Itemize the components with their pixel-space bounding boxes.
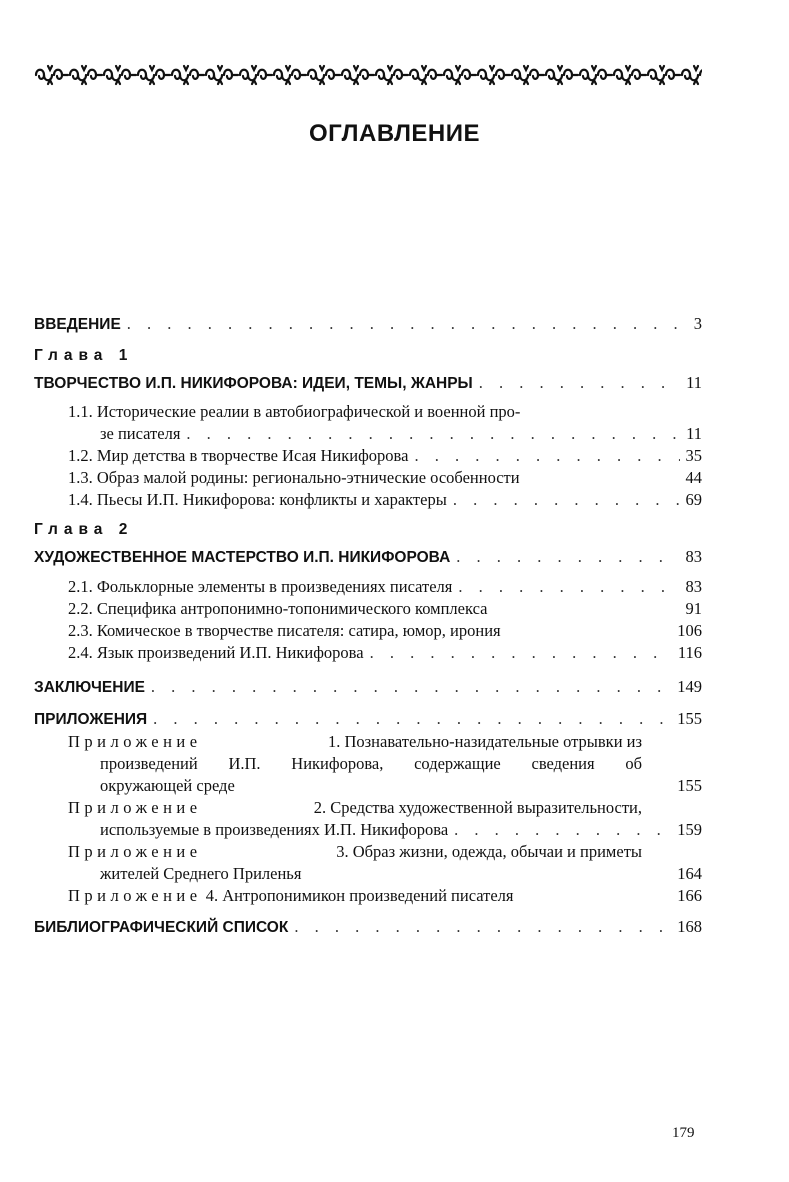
leader-dots — [456, 546, 679, 568]
page-number: 179 — [672, 1125, 695, 1141]
toc-entry-label: зе писателя — [100, 424, 181, 443]
leader-dots — [454, 819, 671, 841]
appendix-title: 2. Средства художественной выразительности, — [313, 798, 642, 817]
toc-entry-label: ВВЕДЕНИЕ — [34, 316, 121, 333]
appendix-title: 4. Антропонимикон произведений писателя — [205, 886, 514, 905]
toc-entry-label: БИБЛИОГРАФИЧЕСКИЙ СПИСОК — [34, 919, 289, 936]
toc-entry-section-2-3[interactable] — [68, 620, 702, 642]
appendix-prefix: Приложение — [68, 732, 202, 751]
toc-entry-label — [68, 885, 514, 907]
leader-dots — [294, 916, 671, 938]
appendix-title: 3. Образ жизни, одежда, обычаи и приметы — [336, 842, 642, 861]
toc-entry-page: 149 — [677, 677, 702, 696]
toc-entry-section-1-3[interactable] — [68, 467, 702, 489]
toc-entry-page: 11 — [686, 373, 702, 392]
toc-entry-label: 2.2. Специфика антропонимно-топонимического комплекса — [68, 599, 488, 618]
toc-entry-label: ТВОРЧЕСТВО И.П. НИКИФОРОВА: ИДЕИ, ТЕМЫ, ЖАНРЫ — [34, 375, 473, 392]
toc-entry-page: 166 — [677, 886, 702, 905]
appendix-prefix: Приложение — [68, 798, 202, 817]
toc-entry-appendix-2[interactable] — [100, 819, 702, 841]
toc-entry-page: 3 — [693, 314, 702, 333]
leader-dots — [453, 489, 680, 511]
page-title: ОГЛАВЛЕНИЕ — [308, 120, 481, 147]
toc-entry-label: ЗАКЛЮЧЕНИЕ — [34, 679, 145, 696]
toc-entry-section-2-4[interactable] — [68, 642, 702, 664]
toc-entry-page: 155 — [677, 776, 702, 795]
appendix-1-line1[interactable] — [68, 731, 642, 753]
leader-dots — [370, 642, 672, 664]
toc-entry-page: 91 — [685, 599, 702, 618]
toc-entry-label: 2.4. Язык произведений И.П. Никифорова — [68, 643, 364, 662]
toc-entry-chapter-2[interactable] — [34, 546, 702, 569]
appendix-prefix: Приложение — [68, 886, 202, 905]
toc-entry-label: 1.4. Пьесы И.П. Никифорова: конфликты и характеры — [68, 490, 447, 509]
chapter-1-heading: Глава 1 — [34, 347, 134, 364]
leader-dots — [414, 445, 679, 467]
toc-entry-bibliography[interactable] — [34, 916, 702, 939]
toc-entry-chapter-1[interactable] — [34, 372, 702, 395]
toc-entry-page: 168 — [677, 917, 702, 936]
toc-entry-page: 159 — [677, 820, 702, 839]
toc-entry-section-2-1[interactable] — [68, 576, 702, 598]
toc-entry-page: 11 — [686, 424, 702, 443]
leader-dots — [186, 423, 680, 445]
leader-dots — [458, 576, 679, 598]
toc-entry-label: ПРИЛОЖЕНИЯ — [34, 711, 148, 728]
toc-entry-section-1-4[interactable] — [68, 489, 702, 511]
leader-dots — [127, 313, 688, 335]
toc-entry-section-1-2[interactable] — [68, 445, 702, 467]
leader-dots — [151, 676, 671, 698]
appendix-title: 1. Познавательно-назидательные отрывки из — [327, 732, 642, 751]
toc-entry-page: 83 — [685, 547, 702, 566]
toc-entry-label: 2.1. Фольклорные элементы в произведениях писателя — [68, 577, 453, 596]
toc-entry-label: жителей Среднего Приленья — [100, 864, 302, 883]
toc-entry-appendix-4[interactable] — [68, 885, 702, 907]
appendix-1-line2[interactable]: произведений И.П. Никифорова, содержащие сведения об — [100, 754, 642, 773]
toc-entry-page: 69 — [685, 490, 702, 509]
toc-entry-page: 83 — [685, 577, 702, 596]
leader-dots — [479, 372, 680, 394]
toc-entry-appendices[interactable] — [34, 708, 702, 731]
toc-entry-page: 155 — [677, 709, 702, 728]
toc-entry-appendix-1[interactable] — [100, 775, 702, 797]
toc-entry-conclusion[interactable] — [34, 676, 702, 699]
section-1-1-line1[interactable]: 1.1. Исторические реалии в автобиографической и военной про- — [68, 402, 521, 421]
toc-entry-introduction[interactable] — [34, 313, 702, 336]
toc-entry-page: 106 — [677, 621, 702, 640]
toc-entry-section-1-1[interactable] — [100, 423, 702, 445]
appendix-2-line1[interactable] — [68, 797, 642, 819]
chapter-2-heading: Глава 2 — [34, 521, 134, 538]
toc-entry-page: 35 — [685, 446, 702, 465]
toc-entry-label: ХУДОЖЕСТВЕННОЕ МАСТЕРСТВО И.П. НИКИФОРОВА — [34, 549, 451, 566]
toc-entry-section-2-2[interactable] — [68, 598, 702, 620]
appendix-prefix: Приложение — [68, 842, 202, 861]
leader-dots — [153, 708, 671, 730]
appendix-3-line1[interactable] — [68, 841, 642, 863]
toc-entry-appendix-3[interactable] — [100, 863, 702, 885]
toc-entry-page: 164 — [677, 864, 702, 883]
toc-entry-page: 116 — [677, 643, 702, 662]
toc-entry-label: 1.2. Мир детства в творчестве Исая Никифорова — [68, 446, 409, 465]
toc-entry-page: 44 — [685, 468, 702, 487]
toc-entry-label: 1.3. Образ малой родины: регионально-этнические особенности — [68, 468, 520, 487]
toc-entry-label: окружающей среде — [100, 776, 235, 795]
toc-entry-label: используемые в произведениях И.П. Никифорова — [100, 820, 449, 839]
toc-entry-label: 2.3. Комическое в творчестве писателя: сатира, юмор, ирония — [68, 621, 501, 640]
